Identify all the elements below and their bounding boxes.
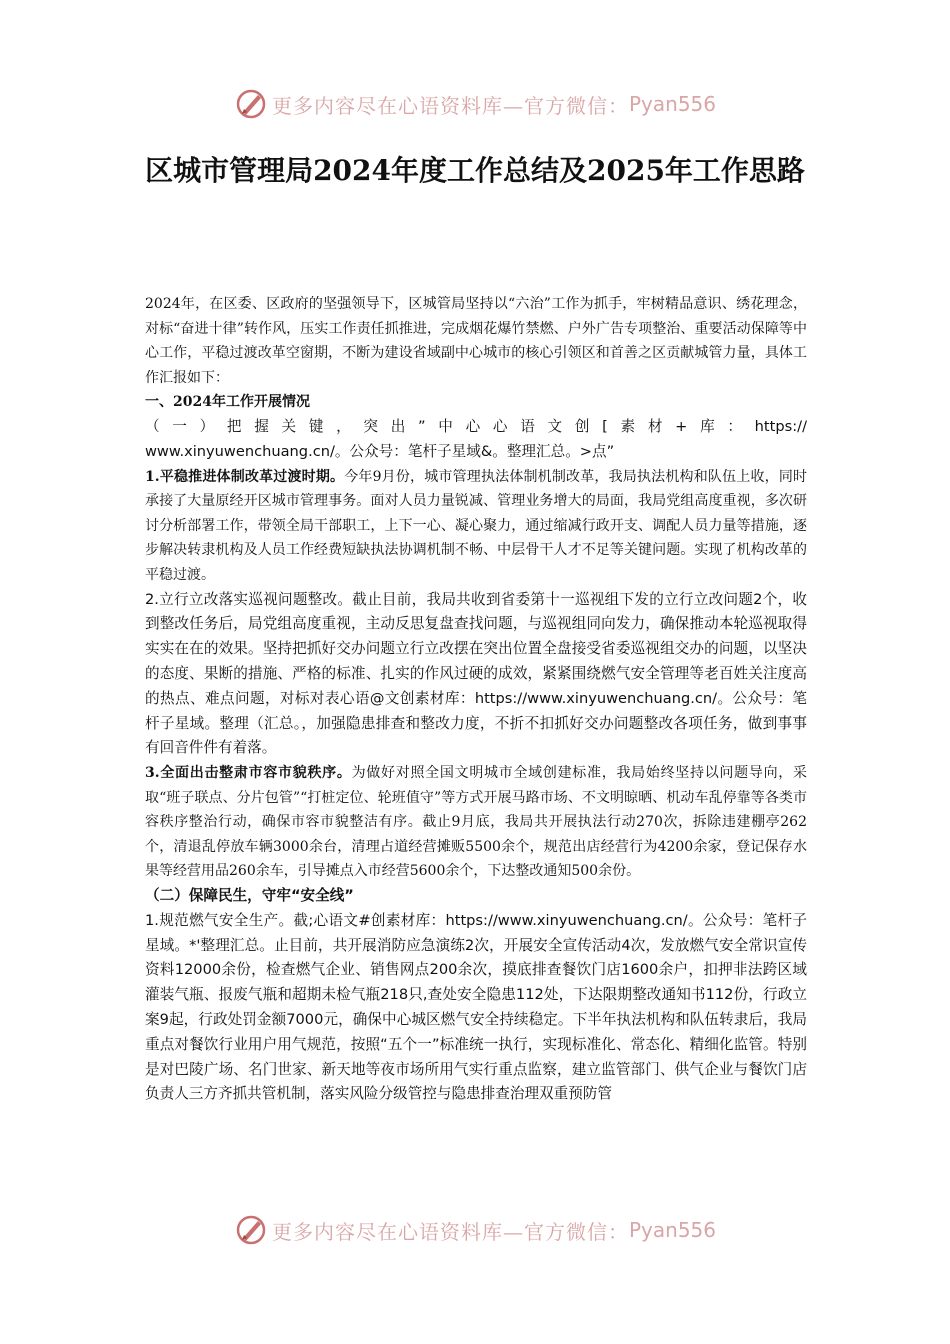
subsection-heading-continued: www.xinyuwenchuang.cn/。公众号：笔杆子星域&。整理汇总。>点” xyxy=(145,442,615,460)
pen-logo-icon xyxy=(234,1213,268,1247)
subsection-heading-safety: （二）保障民生，守牢“安全线” xyxy=(145,887,354,905)
section-heading: 一、2024年工作开展情况 xyxy=(145,394,310,411)
paragraph-cityscape xyxy=(145,761,807,884)
subsection-heading: （一）把握关键，突出”中心心语文创[素材+库：https:// xyxy=(145,417,807,435)
paragraph-lead: 3.全面出击整肃市容市貌秩序。 xyxy=(145,765,352,782)
footer-banner xyxy=(0,1210,950,1250)
document-title: 区城市管理局2024年度工作总结及2025年工作思路 xyxy=(145,154,805,187)
document-body xyxy=(145,292,807,1107)
intro-paragraph: 2024年，在区委、区政府的坚强领导下，区城管局坚持以“六治”工作为抓手，牢树精品意识、绣花理念，对标“奋进十律”转作风，压实工作责任抓推进，完成烟花爆竹禁燃、户外广告专项整治、重要活动保障等中心工作，平稳过渡改革空窗期，不断为建设省域副中心城市的核心引领区和首善之区贡献城管力量，具体工作汇报如下： xyxy=(145,296,807,386)
paragraph-reform xyxy=(145,465,807,588)
paragraph-gas-safety: 1.规范燃气安全生产。截;心语文#创素材库：https://www.xinyuwenchuang.cn/。公众号：笔杆子星域。*'整理汇总。止目前，共开展消防应急演练2次，开展安全宣传活动4次，发放燃气安全常识宣传资料12000余份，检查燃气企业、销售网点200余次，摸底排查餐饮门店1600余户，扣押非法跨区域灌装气瓶、报废气瓶和超期未检气瓶218只,查处安全隐患112处，下达限期整改通知书112份，行政立案9起，行政处罚金额7000元，确保中心城区燃气安全持续稳定。下半年执法机构和队伍转隶后，我局重点对餐饮行业用户用气规范，按照“五个一”标准统一执行，实现标准化、常态化、精细化监管。特别是对巴陵广场、名门世家、新天地等夜市场所用气实行重点监察，建立监管部门、供气企业与餐饮门店负责人三方齐抓共管机制，落实风险分级管控与隐患排查治理双重预防管 xyxy=(145,911,807,1103)
header-banner xyxy=(0,84,950,124)
banner-wechat-id: Pyan556 xyxy=(628,92,716,116)
pen-logo-icon xyxy=(234,87,268,121)
paragraph-lead: 1.平稳推进体制改革过渡时期。 xyxy=(145,468,345,485)
banner-text: 更多内容尽在心语资料库—官方微信： xyxy=(271,1219,629,1244)
paragraph-inspection: 2.立行立改落实巡视问题整改。截止目前，我局共收到省委第十一巡视组下发的立行立改问题2个，收到整改任务后，局党组高度重视，主动反思复盘查找问题，与巡视组同向发力，确保推动本轮巡视取得实实在在的效果。坚持把抓好交办问题立行立改摆在突出位置全盘接受省委巡视组交办的问题，以坚决的态度、果断的措施、严格的标准、扎实的作风过硬的成效，紧紧围绕燃气安全管理等老百姓关注度高的热点、难点问题，对标对表心语@文创素材库：https://www.xinyuwenchuang.cn/。公众号：笔杆子星域。整理（汇总。，加强隐患排查和整改力度，不折不扣抓好交办问题整改各项任务，做到事事有回音件件有着落。 xyxy=(145,590,807,757)
banner-wechat-id: Pyan556 xyxy=(628,1218,716,1242)
paragraph-body: 今年9月份，城市管理执法体制机制改革，我局执法机构和队伍上收，同时承接了大量原经开区城市管理事务。面对人员力量锐减、管理业务增大的局面，我局党组高度重视，多次研讨分析部署工作，带领全局干部职工，上下一心、凝心聚力，通过缩减行政开支、调配人员力量等措施，逐步解决转隶机构及人员工作经费短缺执法协调机制不畅、中层骨干人才不足等关键问题。实现了机构改革的平稳过渡。 xyxy=(145,468,807,583)
banner-text: 更多内容尽在心语资料库—官方微信： xyxy=(271,93,629,118)
paragraph-body: 为做好对照全国文明城市全域创建标准，我局始终坚持以问题导向，采取“班子联点、分片包管”“打桩定位、轮班值守”等方式开展马路市场、不文明晾晒、机动车乱停靠等各类市容秩序整治行动，确保市容市貌整洁有序。截止9月底，我局共开展执法行动270次，拆除违建棚亭262个，清退乱停放车辆3000余台，清理占道经营摊贩5500余个，规范出店经营行为4200余家，登记保存水果等经营用品260余车，引导摊点入市经营5600余个，下达整改通知500余份。 xyxy=(145,765,807,880)
